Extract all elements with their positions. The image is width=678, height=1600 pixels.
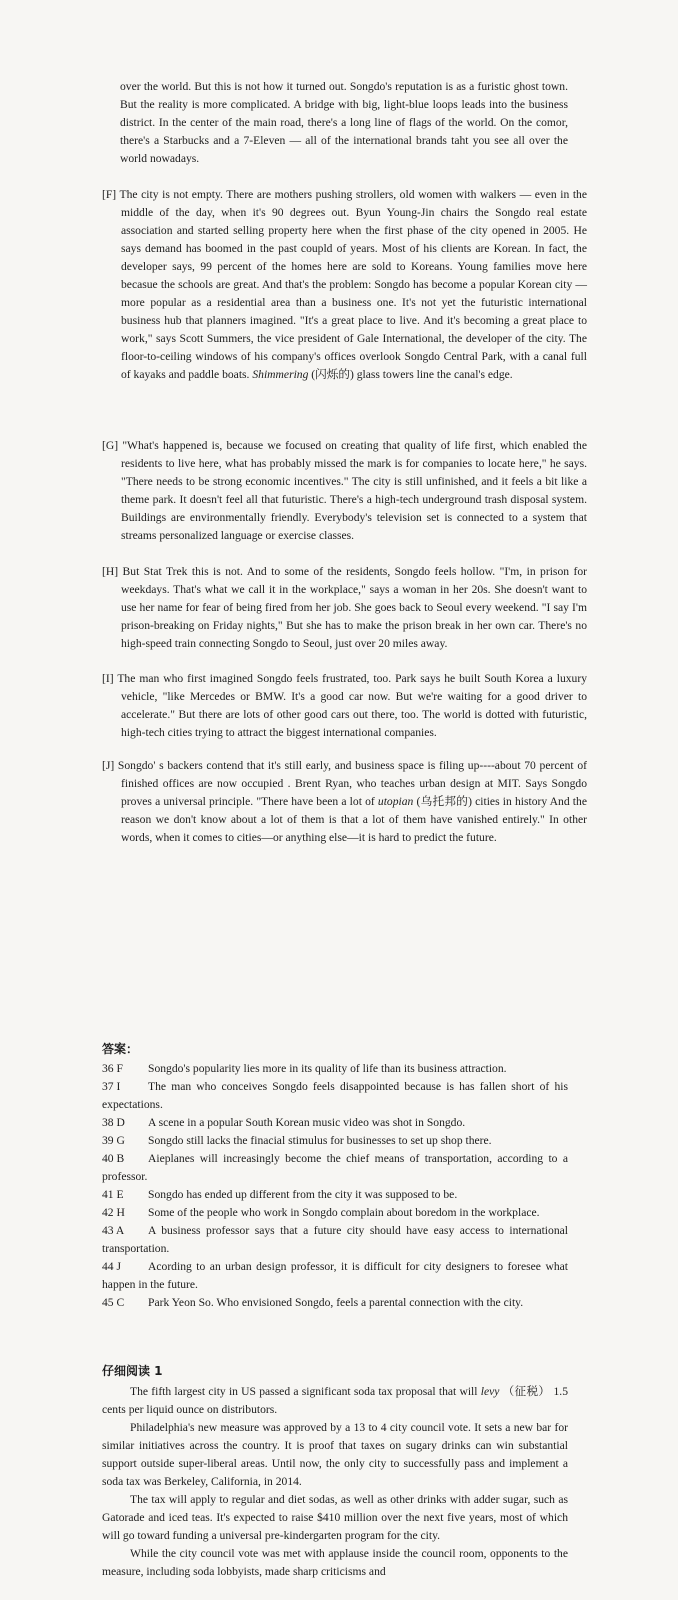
answer-number: 44 J [102,1260,122,1273]
answer-text: The man who conceives Songdo feels disappointed because is has fallen short of his expectations. [102,1080,568,1111]
answer-number: 39 G [102,1134,125,1147]
answer-item [102,1114,568,1132]
answer-number: 40 B [102,1152,125,1165]
answer-number: 38 D [102,1116,125,1129]
reading-paragraph-1: The fifth largest city in US passed a significant soda tax proposal that will levy （征税） 1.5 cents per liquid ounce on distributors. [102,1385,568,1416]
paragraph-i: [I] The man who first imagined Songdo feels frustrated, too. Park says he built South Korea a luxury vehicle, "like Mercedes or BMW. It's a good car now. But we're waiting for a good driver to accelerate." But there are lots of other good cars out there, too. The world is dotted with futuristic, high-tech cities trying to attract the biggest international companies. [102,672,587,739]
answer-number: 41 E [102,1188,124,1201]
reading-paragraph-2: Philadelphia's new measure was approved by a 13 to 4 city council vote. It sets a new bar for similar initiatives across the country. It is proof that taxes on sugary drinks can win substantial support outside super-liberal areas. Until now, the only city to successfully pass and implement a soda tax was Berkeley, California, in 2014. [102,1421,568,1488]
answer-item [102,1132,568,1150]
answer-item [102,1294,568,1312]
reading-paragraph-3: The tax will apply to regular and diet sodas, as well as other drinks with adder sugar, such as Gatorade and iced teas. It's expected to raise $410 million over the next five years, most of which will go toward funding a universal pre-kindergarten program for the city. [102,1493,568,1542]
paragraph-f: [F] The city is not empty. There are mothers pushing strollers, old women with walkers — even in the middle of the day, when it's 90 degrees out. Byun Young-Jin chairs the Songdo real estate association and started selling property here when the first phase of the city opened in 2005. He says demand has boomed in the past coupld of years. Most of his clients are Korean. In fact, the developer says, 99 percent of the homes here are sold to Koreans. Young families move here becasue the schools are great. And that's the problem: Songdo has become a popular Korean city — more popular as a residential area than a business one. It's not yet the futuristic international business hub that planners imagined. "It's a great place to live. And it's becoming a great place to work," says Scott Summers, the vice president of Gale International, the developer of the city. The floor-to-ceiling windows of his company's offices overlook Songdo Central Park, with a canal full of kayaks and paddle boats. Shimmering (闪烁的) glass towers line the canal's edge. [102,188,587,381]
answer-text: Aieplanes will increasingly become the chief means of transportation, according to a professor. [102,1152,568,1183]
answer-text: Songdo's popularity lies more in its quality of life than its business attraction. [148,1062,507,1075]
answer-item [102,1150,568,1186]
answers-heading: 答案： [102,1042,139,1056]
answer-number: 43 A [102,1224,125,1237]
answer-text: A scene in a popular South Korean music video was shot in Songdo. [148,1116,466,1129]
answer-number: 36 F [102,1062,123,1075]
answer-item [102,1204,568,1222]
answer-text: Acording to an urban design professor, it is difficult for city designers to foresee what happen in the future. [102,1260,568,1291]
answer-number: 45 C [102,1296,125,1309]
continued-paragraph: over the world. But this is not how it turned out. Songdo's reputation is as a furistic ghost town. But the reality is more complicated. A bridge with big, light-blue loops leads into the business district. In the center of the main road, there's a long line of flags of the world. On the comor, there's a Starbucks and a 7-Eleven — all of the international brands taht you see all over the world nowadays. [120,80,568,165]
reading-heading: 仔细阅读 1 [102,1364,163,1378]
paragraph-label: [G] [102,439,119,452]
paragraph-g: [G] "What's happened is, because we focused on creating that quality of life first, which enabled the residents to live here, what has probably missed the mark is for companies to locate here," he says. "There needs to be strong economic incentives." The city is still unfinished, and it feels a bit like a theme park. It doesn't feel all that futuristic. There's a high-tech underground trash disposal system. Buildings are environmentally friendly. Everybody's television set is connected to a system that streams personalized language or exercise classes. [102,439,587,542]
paragraph-label: [J] [102,759,115,772]
paragraph-label: [H] [102,565,119,578]
reading-paragraph-4: While the city council vote was met with applause inside the council room, opponents to the measure, including soda lobbyists, made sharp criticisms and [102,1547,568,1578]
answer-item [102,1078,568,1114]
answer-item [102,1060,568,1078]
paragraph-label: [F] [102,188,117,201]
answer-text: Park Yeon So. Who envisioned Songdo, feels a parental connection with the city. [148,1296,524,1309]
paragraph-h: [H] But Stat Trek this is not. And to some of the residents, Songdo feels hollow. "I'm, in prison for weekdays. That's what we call it in the workplace," says a woman in her 20s. She doesn't want to use her name for fear of being fired from her job. She goes back to Seoul every weekend. "I say I'm prison-breaking on Friday nights," But she has to make the prison break in her own car. There's no high-speed train connecting Songdo to Seoul, just over 20 miles away. [102,565,587,650]
answer-item [102,1258,568,1294]
paragraph-label: [I] [102,672,114,685]
answer-item [102,1186,568,1204]
answer-text: Some of the people who work in Songdo complain about boredom in the workplace. [148,1206,540,1219]
answer-text: A business professor says that a future city should have easy access to international transportation. [102,1224,568,1255]
answer-list [102,1060,568,1312]
answer-number: 42 H [102,1206,125,1219]
answer-item [102,1222,568,1258]
reading-passage [102,1383,568,1581]
answer-text: Songdo has ended up different from the city it was supposed to be. [148,1188,458,1201]
answer-number: 37 I [102,1080,121,1093]
paragraph-j: [J] Songdo' s backers contend that it's still early, and business space is filing up----about 70 percent of finished offices are now occupied . Brent Ryan, who teaches urban design at MIT. Says Songdo proves a universal principle. "There have been a lot of utopian (乌托邦的) cities in history And the reason we don't know about a lot of them is that a lot of them have vanished entirely." In other words, when it comes to cities—or anything else—it is hard to predict the future. [102,759,587,844]
answer-text: Songdo still lacks the finacial stimulus for businesses to set up shop there. [148,1134,492,1147]
